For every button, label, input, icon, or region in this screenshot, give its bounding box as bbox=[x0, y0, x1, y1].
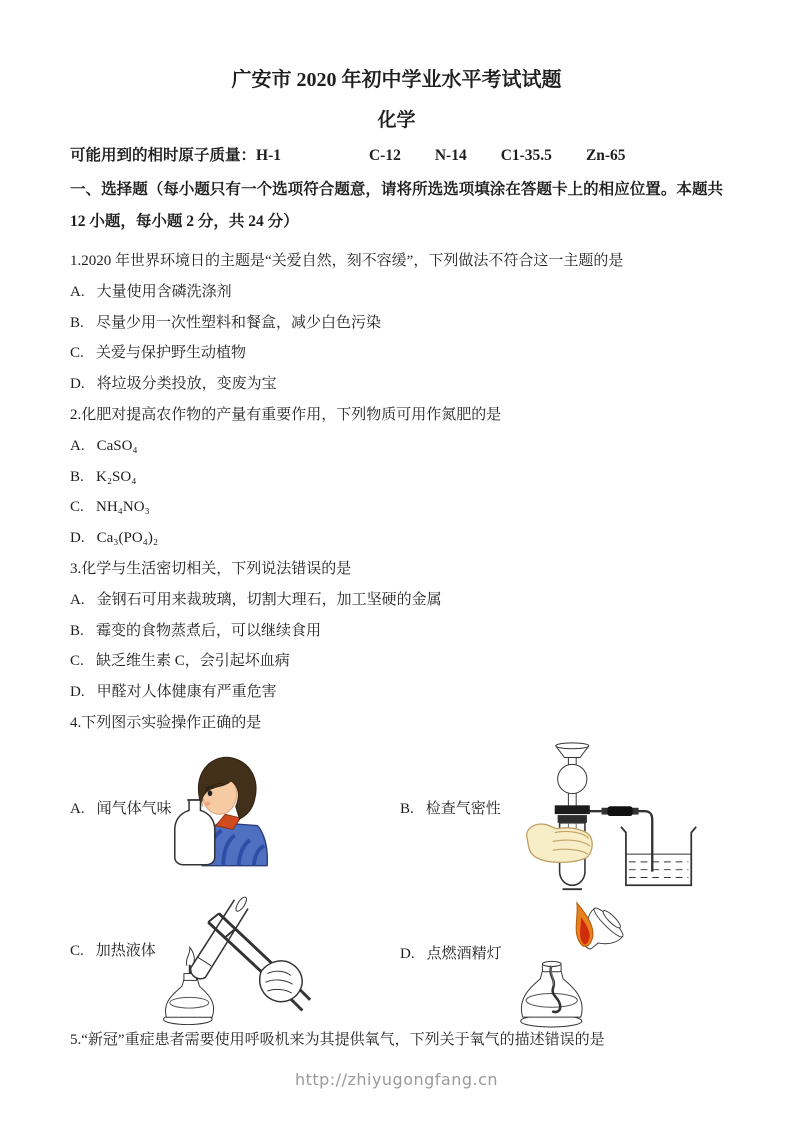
option-label: B. bbox=[70, 314, 84, 331]
option-label: B. bbox=[400, 800, 414, 817]
question-2-option-d bbox=[70, 523, 723, 554]
light-alcohol-lamp-illustration bbox=[500, 885, 638, 1031]
question-5-text: “新冠”重症患者需要使用呼吸机来为其提供氧气，下列关于氧气的描述错误的是 bbox=[81, 1031, 605, 1048]
question-4-option-c-label bbox=[70, 939, 156, 960]
option-text: 加热液体 bbox=[95, 942, 156, 959]
question-3-option-a bbox=[70, 585, 723, 616]
option-label: C. bbox=[70, 499, 84, 516]
option-label: C. bbox=[70, 653, 84, 670]
question-1-number: 1. bbox=[70, 253, 82, 269]
option-formula: CaSO₄ bbox=[96, 437, 138, 454]
footer-url: http://zhiyugongfang.cn bbox=[294, 1069, 499, 1089]
question-4-option-a-label bbox=[70, 797, 172, 818]
question-2-option-c bbox=[70, 492, 723, 523]
question-1-option-b bbox=[70, 308, 723, 339]
atomic-mass-c: C-12 bbox=[368, 147, 401, 164]
question-4-stem bbox=[70, 708, 723, 739]
option-label: B. bbox=[70, 468, 84, 485]
option-formula: NH₄NO₃ bbox=[96, 499, 150, 516]
option-label: A. bbox=[70, 437, 85, 454]
atomic-mass-label: 可能用到的相时原子质量： bbox=[70, 147, 257, 164]
atomic-mass-h: H-1 bbox=[256, 147, 281, 164]
option-label: D. bbox=[400, 945, 415, 962]
option-label: D. bbox=[70, 530, 85, 547]
option-text: 缺乏维生素 C，会引起坏血病 bbox=[96, 653, 290, 670]
question-2-text: 化肥对提高农作物的产量有重要作用，下列物质可用作氮肥的是 bbox=[81, 406, 502, 423]
question-4-figure-row-ab bbox=[70, 739, 723, 887]
option-text: 关爱与保护野生动植物 bbox=[96, 345, 247, 362]
heat-liquid-illustration bbox=[146, 893, 318, 1027]
option-label: D. bbox=[70, 684, 85, 701]
airtightness-check-illustration bbox=[498, 739, 708, 897]
option-text: 将垃圾分类投放，变废为宝 bbox=[96, 376, 277, 393]
question-2-number: 2. bbox=[70, 406, 82, 423]
option-text: 大量使用含磷洗涤剂 bbox=[96, 283, 232, 300]
option-label: A. bbox=[70, 800, 85, 817]
question-1-text: 2020 年世界环境日的主题是“关爱自然，刻不容缓”，下列做法不符合这一主题的是 bbox=[81, 253, 624, 269]
atomic-mass-cl: C1-35.5 bbox=[500, 147, 552, 164]
question-3-option-d bbox=[70, 677, 723, 708]
question-2-stem bbox=[70, 400, 723, 431]
question-1-stem bbox=[70, 246, 723, 277]
question-1-option-d bbox=[70, 369, 723, 400]
atomic-mass-zn: Zn-65 bbox=[585, 147, 626, 164]
question-4-option-d-label bbox=[400, 942, 502, 963]
option-label: C. bbox=[70, 942, 84, 959]
option-text: 尽量少用一次性塑料和餐盒，减少白色污染 bbox=[96, 314, 382, 331]
question-3-option-c bbox=[70, 646, 723, 677]
question-3-number: 3. bbox=[70, 560, 82, 577]
question-4-option-b-label bbox=[400, 797, 501, 818]
option-label: D. bbox=[70, 376, 85, 393]
option-label: B. bbox=[70, 622, 84, 639]
option-formula: Ca₃(PO₄)₂ bbox=[96, 530, 159, 547]
question-4-number: 4. bbox=[70, 714, 82, 731]
option-text: 霉变的食物蒸煮后，可以继续食用 bbox=[96, 622, 322, 639]
smell-gas-illustration bbox=[170, 749, 270, 869]
question-1-option-c bbox=[70, 338, 723, 369]
question-3-option-b bbox=[70, 616, 723, 647]
atomic-mass-n: N-14 bbox=[434, 147, 467, 164]
option-text: 点燃酒精灯 bbox=[426, 945, 502, 962]
option-label: A. bbox=[70, 283, 85, 300]
page-title: 广安市 2020 年初中学业水平考试试题 bbox=[231, 69, 562, 91]
atomic-mass-line bbox=[70, 144, 723, 168]
question-2-option-b bbox=[70, 462, 723, 493]
subject-title: 化学 bbox=[377, 110, 416, 131]
question-3-stem bbox=[70, 554, 723, 585]
option-text: 闻气体气味 bbox=[96, 800, 172, 817]
section-heading: 一、选择题（每小题只有一个选项符合题意，请将所选选项填涂在答题卡上的相应位置。本题共 12 小题，每小题 2 分，共 24 分） bbox=[70, 181, 723, 230]
question-2-option-a bbox=[70, 431, 723, 462]
option-formula: K₂SO₄ bbox=[96, 468, 137, 485]
question-1-option-a bbox=[70, 277, 723, 308]
option-text: 甲醛对人体健康有严重危害 bbox=[96, 684, 277, 701]
question-4-figure-row-cd bbox=[70, 887, 723, 1025]
option-text: 检查气密性 bbox=[425, 800, 501, 817]
question-4-text: 下列图示实验操作正确的是 bbox=[81, 714, 262, 731]
option-text: 金钢石可用来裁玻璃，切割大理石，加工坚硬的金属 bbox=[96, 591, 442, 608]
option-label: A. bbox=[70, 591, 85, 608]
option-label: C. bbox=[70, 345, 84, 362]
question-3-text: 化学与生活密切相关，下列说法错误的是 bbox=[81, 560, 352, 577]
question-5-number: 5. bbox=[70, 1031, 82, 1048]
